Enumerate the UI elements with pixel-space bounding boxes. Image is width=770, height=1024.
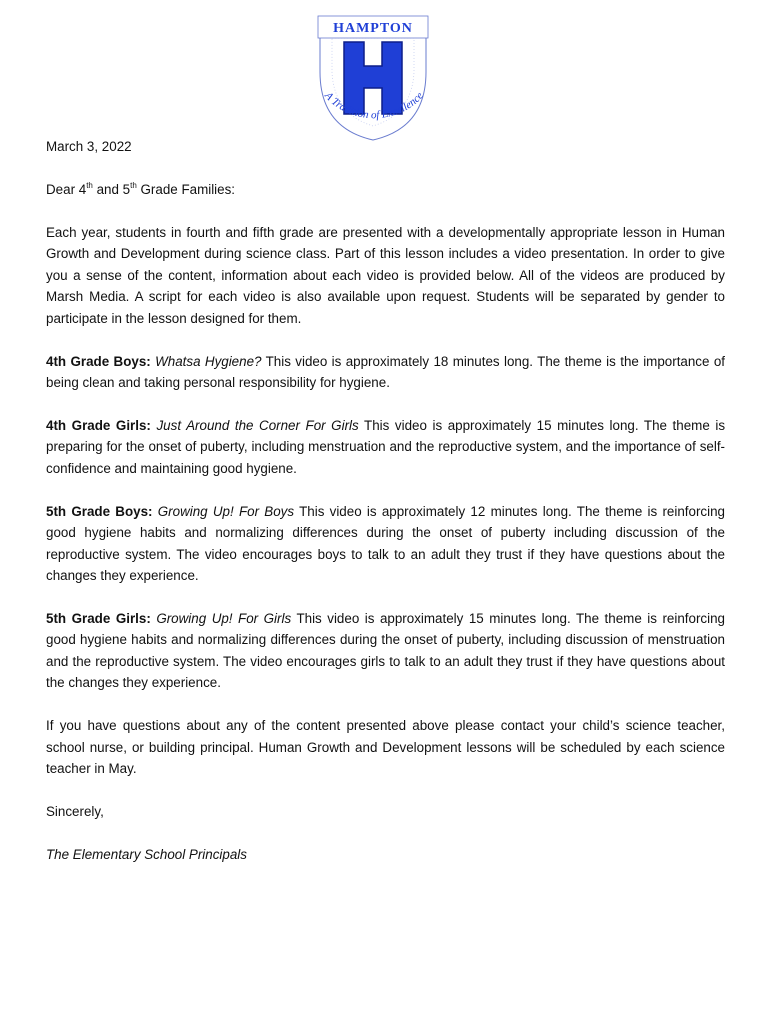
video-4th-girls [46,415,725,479]
video-title: Just Around the Corner For Girls [156,418,359,434]
hampton-crest-logo [308,10,438,146]
closing-paragraph: If you have questions about any of the content presented above please contact your child’s science teacher, school nurse, or building principal. Human Growth and Development lessons will be scheduled by each science teacher in May. [46,718,725,777]
video-heading: 4th Grade Girls: [46,418,151,434]
letter-date: March 3, 2022 [46,139,132,154]
video-description: This video is approximately 18 minutes long. The theme is the importance of being clean and taking personal responsibility for hygiene. [46,353,725,391]
video-title: Whatsa Hygiene? [155,353,262,369]
motto-text: A Tradition of Excellence [322,89,426,122]
school-name: HAMPTON [333,21,413,36]
salutation: Dear 4th and 5th Grade Families: [46,180,236,197]
video-4th-boys [46,351,725,394]
video-heading: 5th Grade Girls: [46,611,151,627]
video-title: Growing Up! For Boys [157,503,295,519]
signature: The Elementary School Principals [46,847,247,863]
big-h-letter [344,42,402,114]
video-5th-boys [46,501,725,587]
video-description: This video is approximately 15 minutes long. The theme is reinforcing good hygiene habits and normalizing differences during the onset of puberty, including discussion of menstruation and the reproductive system. The video encourages girls to talk to an adult they trust if they have questions about the changes they experience. [46,611,725,691]
video-heading: 4th Grade Boys: [46,353,151,369]
video-5th-girls [46,608,725,694]
intro-paragraph: Each year, students in fourth and fifth grade are presented with a developmentally appropriate lesson in Human Growth and Development during science class. Part of this lesson includes a video presentation. In order to give you a sense of the content, information about each video is provided below. All of the videos are produced by Marsh Media. A script for each video is also available upon request. Students will be separated by gender to participate in the lesson designed for them. [46,225,725,326]
video-heading: 5th Grade Boys: [46,503,153,519]
letter-body [46,136,725,887]
video-title: Growing Up! For Girls [156,611,292,627]
signoff: Sincerely, [46,804,104,820]
video-description: This video is approximately 12 minutes long. The theme is reinforcing good hygiene habits and normalizing differences during the onset of puberty including discussion of the reproductive system. The video encourages boys to talk to an adult they trust if they have questions about the changes they experience. [46,503,725,584]
video-description: This video is approximately 15 minutes long. The theme is preparing for the onset of puberty, including menstruation and the reproductive system, and the importance of self-confidence and maintaining good hygiene. [46,418,726,476]
